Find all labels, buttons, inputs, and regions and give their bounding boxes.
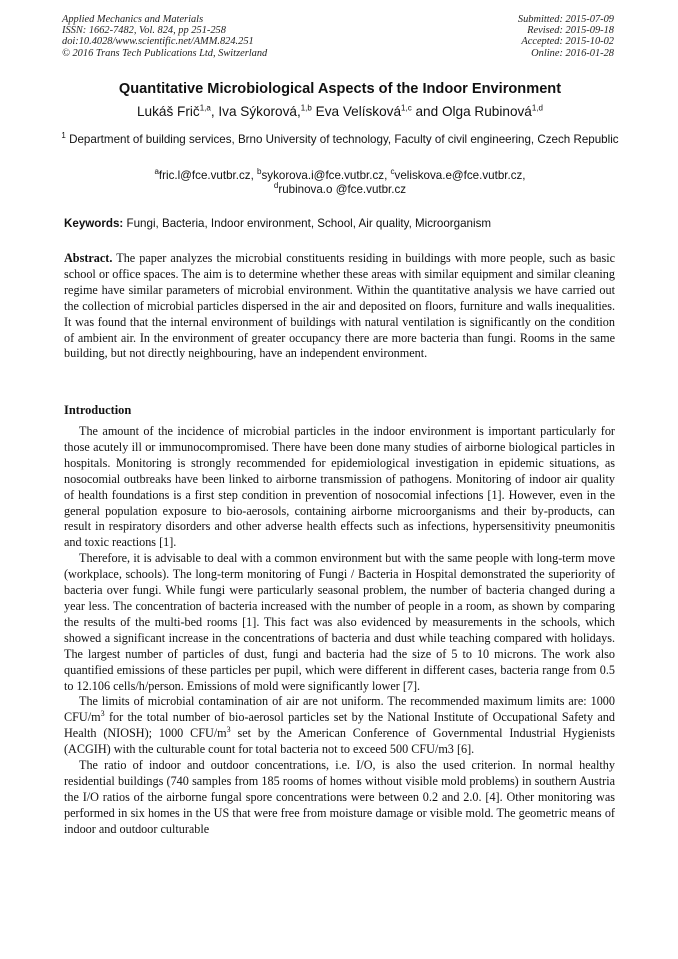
accepted-date: Accepted: 2015-10-02 [521,36,614,48]
email-mark: c [390,167,395,177]
introduction-body [64,424,615,838]
paper-title: Quantitative Microbiological Aspects of the Indoor Environment [118,81,562,97]
keywords-text: Fungi, Bacteria, Indoor environment, School, Air quality, Microorganism [126,217,492,230]
paragraph: The amount of the incidence of microbial particles in the indoor environment is important particularly for those acutely ill or immunocompromised. There have been done many studies of airborne biological particles in hospitals. Monitoring is strongly recommended for epidemiological investigation in epidemic situations, as nosocomial outbreaks have been linked to airborne transmission of pathogens. Monitoring of indoor air quality of health foundations is a first step condition in prevention of nosocomial infections [1]. However, even in the general population exposure to bio-aerosols, containing airborne microorganisms and their by-products, can result in respiratory disorders and other adverse health effects such as infections, hypersensitivity pneumonitis and toxic reactions [1]. [64,424,615,550]
journal-name: Applied Mechanics and Materials [62,14,204,25]
section-heading-introduction: Introduction [64,403,132,417]
author-affiliation-mark: 1,d [531,103,543,113]
author-list [30,104,650,120]
affiliation-text: Department of building services, Brno University of technology, Faculty of civil engineering, Czech Republic [69,133,619,146]
keywords [64,217,624,231]
author-name: Iva Sýkorová, [218,104,301,119]
superscript: 3 [226,725,231,735]
paragraph-text: The limits of microbial contamination of air are not uniform. The recommended maximum limits are: 1000 CFU/m [64,694,615,725]
online-date: Online: 2016-01-28 [531,47,614,59]
revised-date: Revised: 2015-09-18 [527,25,614,37]
keywords-label: Keywords: [64,217,124,230]
author-emails [40,169,640,196]
email-link[interactable]: sykorova.i@fce.vutbr.cz, [261,169,388,182]
abstract-text: The paper analyzes the microbial constituents residing in buildings with more people, such as basic school or office spaces. The aim is to determine whether these areas with similar equipment and similar cleaning regime have similar parameters of microbial environment. Within the quantitative analysis we have carried out the collection of microbial particles dispersed in the air and deposited on floors, furniture and walls inequalities. It was found that the internal environment of buildings with natural ventilation is significantly on the condition of ambient air. In the environment of greater occupancy there are more bacteria than fungi. Rooms in the same building, but not directly neighbouring, have an independent environment. [64,251,615,361]
paragraph: The ratio of indoor and outdoor concentrations, i.e. I/O, is also the used criterion. In normal healthy residential buildings (740 samples from 185 rooms of homes without visible mold problems) in southern Austria the I/O ratios of the airborne fungal spore concentrations were between 0.2 and 2.0. [4]. Other monitoring was performed in six homes in the US that were free from moisture damage or visible mold. The geometric means of indoor and outdoor culturable [64,758,615,836]
submitted-date: Submitted: 2015-07-09 [517,14,614,25]
abstract-label: Abstract. [64,251,113,265]
author-affiliation-mark: 1,b [300,103,312,113]
email-link[interactable]: fric.l@fce.vutbr.cz, [158,169,254,182]
author-name: Lukáš Frič [136,104,200,119]
author-name: Olga Rubinová [441,104,532,119]
author-separator: and [411,104,442,119]
copyright-line: © 2016 Trans Tech Publications Ltd, Switzerland [62,47,268,59]
email-link[interactable]: rubinova.o @fce.vutbr.cz [278,182,407,196]
paragraph [64,694,615,758]
abstract [64,251,615,362]
author-name: Eva Velísková [315,104,402,119]
email-link[interactable]: veliskova.e@fce.vutbr.cz, [394,169,526,182]
issn-line: ISSN: 1662-7482, Vol. 824, pp 251-258 [62,25,226,37]
paragraph-text: for the total number of bio-aerosol particles set by the National Institute of Occupational Safety and Health (NIOSH); 1000 CFU/m [64,710,615,741]
affiliation-mark: 1 [61,131,66,141]
doi-line: doi:10.4028/www.scientific.net/AMM.824.251 [62,36,254,48]
journal-header [62,14,382,59]
email-mark: b [257,167,262,177]
paragraph-text: set by the American Conference of Governmental Industrial Hygienists (ACGIH) with the culturable count for total bacteria not to exceed 500 CFU/m3 [6]. [64,726,615,757]
dates-header [394,14,614,59]
email-mark: a [154,167,159,177]
author-affiliation-mark: 1,c [401,103,412,113]
email-mark: d [273,180,279,190]
superscript: 3 [100,709,105,719]
paragraph: Therefore, it is advisable to deal with a common environment but with the same people with long-term move (workplace, schools). The long-term monitoring of Fungi / Bacteria in Hospital demonstrated the superiority of bacteria over fungi. While fungi were particularly seasonal problem, the number of bacteria changed during a year less. The concentration of bacteria increased with the number of people in a room, as shown by comparing the results of the multi-bed rooms [1]. This fact was also evidenced by measurements in the schools, which showed a significant increase in the concentrations of bacteria and dust while teaching compared with holidays. The largest number of particles of dust, fungi and bacteria had the size of 5 to 10 microns. The work also quantified emissions of these particles per pupil, which were different in different cases, bacteria range from 0.5 to 12.106 cells/h/person. Emissions of mold were significantly lower [7]. [64,551,615,693]
author-separator: , [210,104,219,119]
affiliation [40,132,640,148]
author-affiliation-mark: 1,a [199,103,211,113]
